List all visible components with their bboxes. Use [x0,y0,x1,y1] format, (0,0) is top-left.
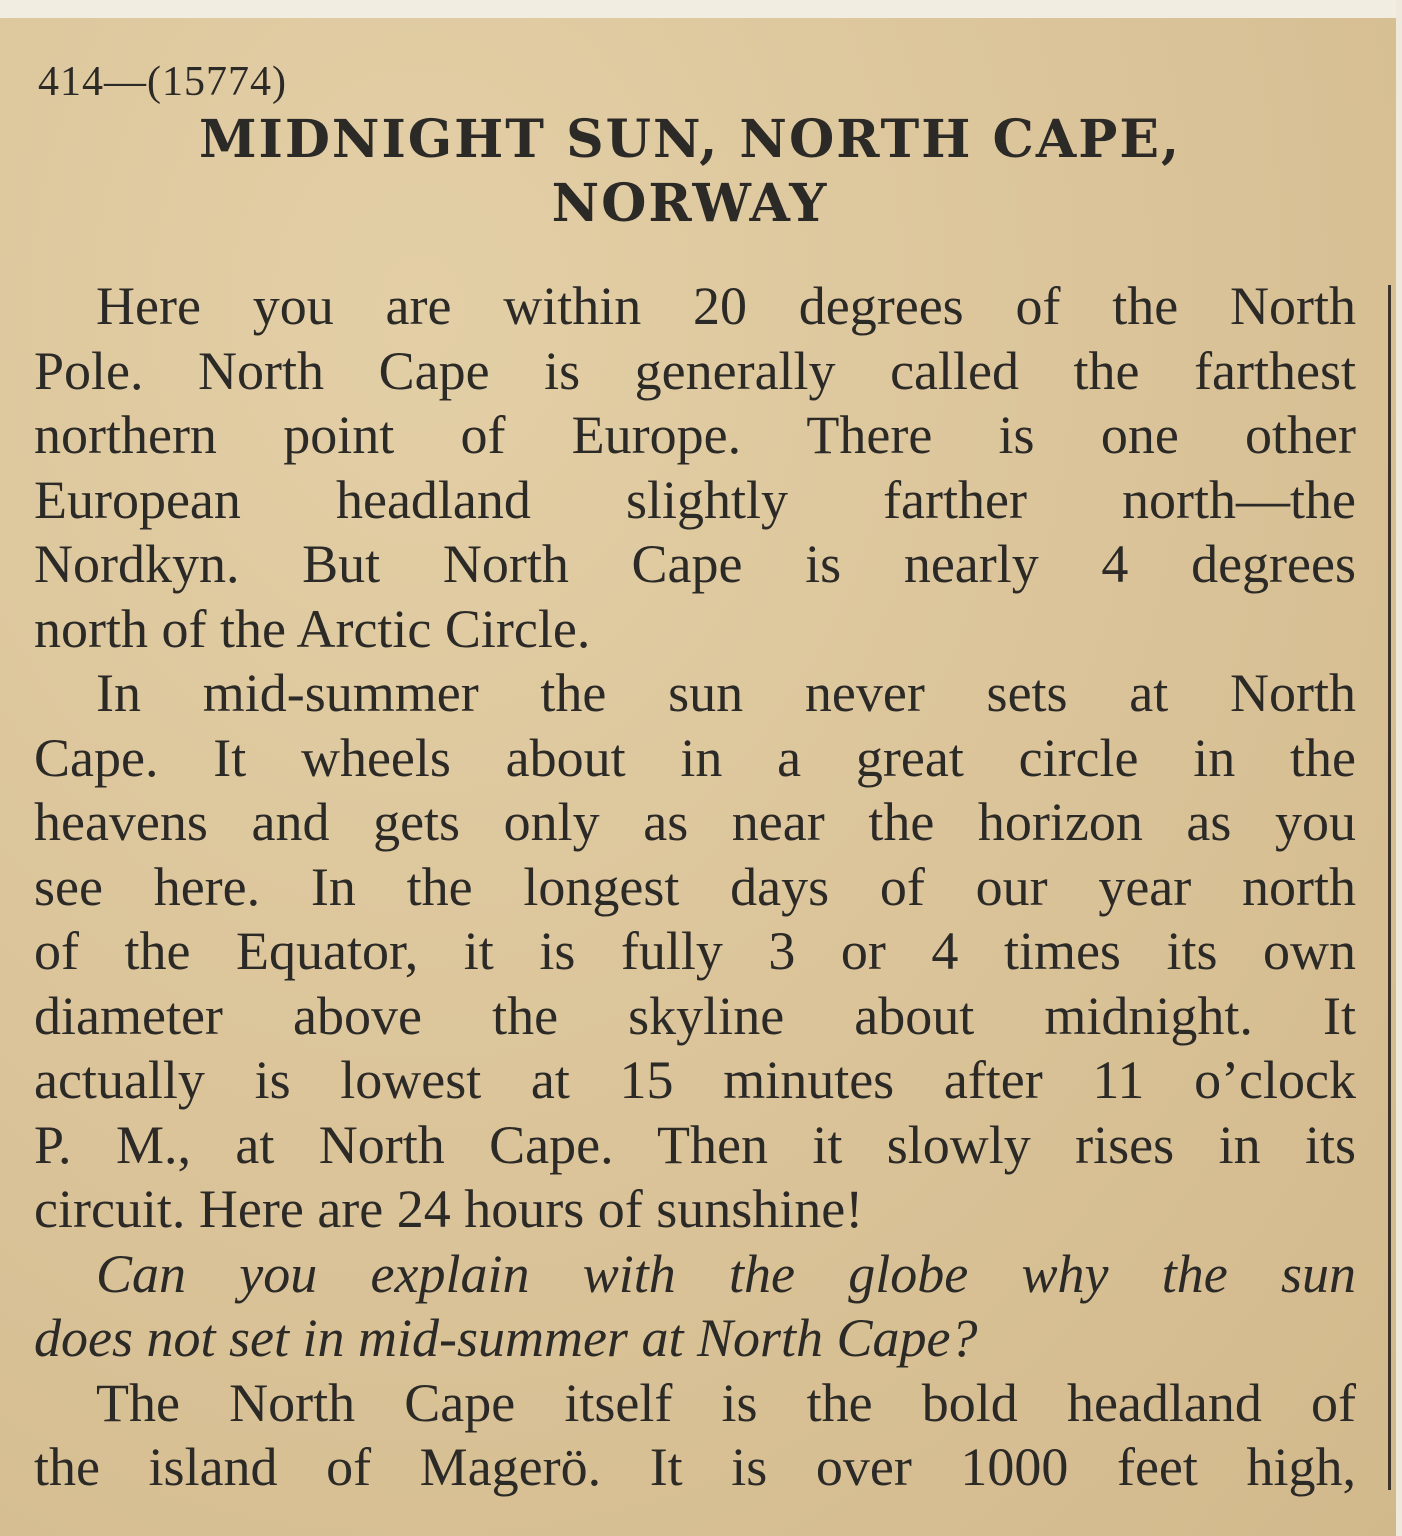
paragraph-1-line: northern point of Europe. There is one other [34,405,1356,465]
paragraph-2-line: P. M., at North Cape. Then it slowly rises in its [34,1114,1356,1175]
paragraph-1-line: Here you are within 20 degrees of the North [96,276,1356,336]
right-margin-rule [1388,285,1391,1490]
card-title [60,108,1320,236]
title-line-2: NORWAY [551,173,829,234]
question-line: Can you explain with the globe why the sun [96,1243,1356,1304]
card-body [34,274,1356,1500]
paragraph-1-line: Nordkyn. But North Cape is nearly 4 degrees [34,534,1356,594]
paragraph-3-line: the island of Magerö. It is over 1000 feet high, [34,1437,1356,1497]
top-edge [0,0,1402,18]
paragraph-1-line: Pole. North Cape is generally called the farthest [34,340,1356,401]
paragraph-2-line: see here. In the longest days of our year north [34,856,1356,917]
paragraph-2-line: actually is lowest at 15 minutes after 11 o’clock [34,1050,1356,1110]
right-edge [1396,0,1402,1536]
title-line-1: MIDNIGHT SUN, NORTH CAPE, [198,109,1182,170]
reference-number: 414—(15774) [38,59,287,105]
paragraph-2-line: of the Equator, it is fully 3 or 4 times its own [34,921,1356,981]
paragraph-2-line: Cape. It wheels about in a great circle in the [34,727,1356,788]
paragraph-1-line: European headland slightly farther north—the [34,469,1356,530]
paragraph-2-line: circuit. Here are 24 hours of sunshine! [34,1179,864,1239]
paragraph-2-line: In mid-summer the sun never sets at North [96,663,1356,723]
paragraph-3-line: The North Cape itself is the bold headland of [96,1372,1356,1433]
paragraph-1-line: north of the Arctic Circle. [34,598,591,659]
paragraph-2-line: diameter above the skyline about midnight. It [34,985,1356,1046]
question-line: does not set in mid-summer at North Cape? [34,1308,978,1368]
paragraph-2-line: heavens and gets only as near the horizon as you [34,792,1356,852]
